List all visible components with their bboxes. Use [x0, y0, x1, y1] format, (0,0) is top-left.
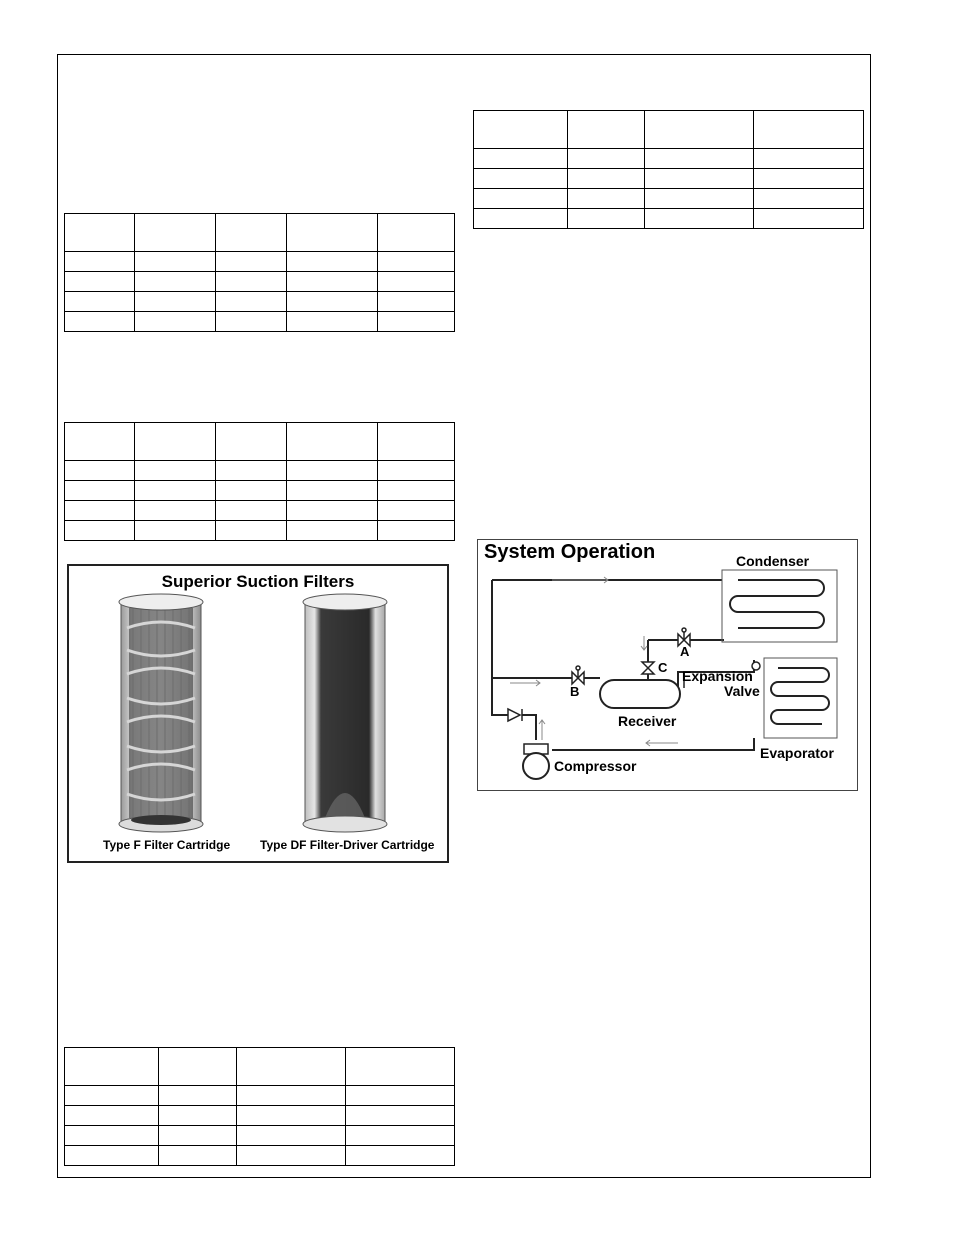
type-df-caption: Type DF Filter-Driver Cartridge — [260, 838, 435, 852]
table-row — [474, 169, 864, 189]
table-row — [65, 461, 455, 481]
table-row — [474, 189, 864, 209]
table-row — [65, 501, 455, 521]
filter-cartridges-illustration — [69, 588, 447, 848]
label-receiver: Receiver — [618, 713, 677, 729]
table-header-row — [65, 1048, 455, 1086]
label-compressor: Compressor — [554, 758, 637, 774]
suction-filters-figure — [67, 564, 449, 863]
expansion-bulb-icon — [752, 662, 760, 670]
table-row — [474, 149, 864, 169]
label-valve-a: A — [680, 644, 690, 659]
refrigeration-circuit — [478, 540, 857, 790]
table-row — [65, 1126, 455, 1146]
table-row — [65, 1106, 455, 1126]
table-header-row — [65, 423, 455, 461]
label-valve-b: B — [570, 684, 580, 699]
table-row — [65, 312, 455, 332]
table-row — [65, 252, 455, 272]
check-valve-icon — [508, 709, 522, 721]
table-header-row — [65, 214, 455, 252]
diagram-title: System Operation — [484, 541, 656, 563]
label-evaporator: Evaporator — [760, 745, 834, 761]
table-row — [65, 292, 455, 312]
type-f-caption: Type F Filter Cartridge — [103, 838, 231, 852]
receiver-tank — [600, 680, 680, 708]
compressor-icon — [523, 753, 549, 779]
label-valve: Valve — [724, 683, 760, 699]
table-row — [65, 481, 455, 501]
system-operation-diagram — [477, 539, 858, 791]
table-row — [65, 521, 455, 541]
table-row — [65, 1146, 455, 1166]
table-left-top — [64, 213, 455, 332]
table-row — [474, 209, 864, 229]
type-df-cartridge — [303, 594, 387, 832]
valve-b-icon — [572, 666, 584, 684]
table-row — [65, 272, 455, 292]
table-left-middle — [64, 422, 455, 541]
label-expansion: Expansion — [682, 668, 753, 684]
table-header-row — [474, 111, 864, 149]
label-valve-c: C — [658, 660, 668, 675]
figure-title: Superior Suction Filters — [161, 572, 355, 591]
valve-c-icon — [642, 662, 654, 674]
table-right-top — [473, 110, 864, 229]
table-row — [65, 1086, 455, 1106]
table-left-bottom — [64, 1047, 455, 1166]
type-f-cartridge — [119, 594, 203, 832]
label-condenser: Condenser — [736, 553, 810, 569]
